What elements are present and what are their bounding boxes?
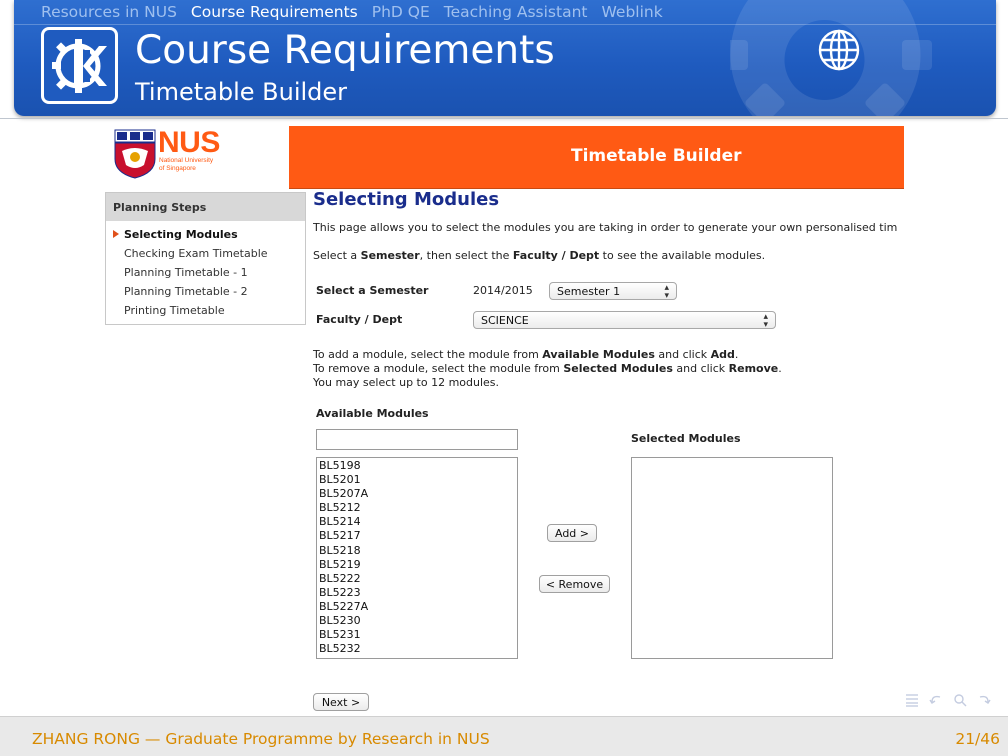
faculty-label: Faculty / Dept <box>316 313 403 326</box>
step-planning-timetable-1[interactable]: Planning Timetable - 1 <box>124 266 248 279</box>
slide-header <box>14 0 996 116</box>
remove-button[interactable]: < Remove <box>539 575 610 593</box>
help-add-available: Available Modules <box>542 348 655 361</box>
help-remove-remove: Remove <box>728 362 779 375</box>
nav-course-requirements[interactable]: Course Requirements <box>190 3 358 21</box>
help-add-add: Add <box>710 348 735 361</box>
list-item[interactable]: BL5198 <box>319 459 361 472</box>
nav-weblink[interactable]: Weblink <box>601 3 663 21</box>
module-filter-input[interactable] <box>316 429 518 450</box>
list-item[interactable]: BL5212 <box>319 501 361 515</box>
help-remove <box>313 362 782 375</box>
help-add-text-1: To add a module, select the module from <box>313 348 543 361</box>
nus-wordmark: NUS <box>158 126 220 159</box>
add-button[interactable]: Add > <box>547 524 597 542</box>
content-heading: Selecting Modules <box>313 189 500 210</box>
beamer-nav-controls <box>905 693 991 707</box>
page-number: 21/46 <box>955 730 1000 748</box>
nus-crest-icon <box>114 129 156 179</box>
current-step-arrow-icon <box>113 230 119 238</box>
slide-footer <box>0 716 1008 756</box>
selected-modules-label: Selected Modules <box>631 432 741 445</box>
instruction-text-2: , then select the <box>419 249 513 262</box>
kde-logo-icon <box>41 27 118 104</box>
semester-label: Select a Semester <box>316 284 429 297</box>
footer-author: ZHANG RONG — Graduate Programme by Research in NUS <box>32 730 490 748</box>
faculty-select[interactable] <box>473 311 776 329</box>
step-checking-exam-timetable[interactable]: Checking Exam Timetable <box>124 247 268 260</box>
instruction-faculty: Faculty / Dept <box>512 249 600 262</box>
list-item[interactable]: BL5214 <box>319 515 361 529</box>
help-remove-text-3: . <box>778 362 782 375</box>
list-item[interactable]: BL5222 <box>319 571 361 585</box>
nav-teaching-assistant[interactable]: Teaching Assistant <box>443 3 588 21</box>
list-item[interactable]: BL5232 <box>319 642 361 656</box>
step-planning-timetable-2[interactable]: Planning Timetable - 2 <box>124 285 248 298</box>
available-modules-label: Available Modules <box>316 407 429 420</box>
instruction-text-1: Select a <box>313 249 361 262</box>
instruction-semester: Semester <box>360 249 420 262</box>
nus-full-name: National University of Singapore <box>159 157 214 172</box>
academic-year: 2014/2015 <box>473 284 533 297</box>
intro-text: This page allows you to select the modules you are taking in order to generate your own personalised tim <box>313 221 898 234</box>
list-item[interactable]: BL5231 <box>319 628 361 642</box>
list-item[interactable]: BL5230 <box>319 614 361 628</box>
list-item[interactable]: BL5219 <box>319 557 361 571</box>
semester-instruction <box>313 249 765 262</box>
slide-title: Course Requirements <box>135 28 555 73</box>
slide-subtitle: Timetable Builder <box>135 78 348 106</box>
faculty-select-value: SCIENCE <box>481 314 529 327</box>
beamer-search-icon[interactable] <box>953 693 967 707</box>
section-nav <box>41 3 663 21</box>
next-button[interactable]: Next > <box>313 693 369 711</box>
globe-icon <box>817 28 861 72</box>
list-item[interactable]: BL5217 <box>319 529 361 543</box>
beamer-back-icon[interactable] <box>929 693 943 707</box>
help-limit: You may select up to 12 modules. <box>313 376 500 389</box>
nus-logo[interactable] <box>103 126 289 189</box>
step-selecting-modules[interactable]: Selecting Modules <box>124 228 238 241</box>
help-remove-text-2: and click <box>672 362 729 375</box>
nav-phd-qe[interactable]: PhD QE <box>371 3 430 21</box>
available-modules-list[interactable] <box>316 457 518 659</box>
list-item[interactable]: BL5218 <box>319 543 361 557</box>
step-printing-timetable[interactable]: Printing Timetable <box>124 304 225 317</box>
list-item[interactable]: BL5227A <box>319 599 369 613</box>
instruction-text-3: to see the available modules. <box>599 249 766 262</box>
list-item[interactable]: BL5207A <box>319 487 369 501</box>
semester-select[interactable] <box>549 282 677 300</box>
select-updown-icon: ▴ ▾ <box>664 283 669 301</box>
beamer-frame-nav-icon[interactable] <box>905 693 919 707</box>
help-add <box>313 348 738 361</box>
help-remove-selected: Selected Modules <box>563 362 673 375</box>
nav-resources-in-nus[interactable]: Resources in NUS <box>41 3 177 21</box>
nus-banner <box>103 126 904 189</box>
planning-steps-panel <box>105 192 306 325</box>
list-item[interactable]: BL5201 <box>319 473 361 487</box>
help-add-text-2: and click <box>654 348 711 361</box>
header-underline <box>0 118 1008 119</box>
select-updown-icon: ▴ ▾ <box>763 312 768 330</box>
help-remove-text-1: To remove a module, select the module from <box>313 362 564 375</box>
selected-modules-list[interactable] <box>631 457 833 659</box>
list-item[interactable]: BL5223 <box>319 585 361 599</box>
banner-title: Timetable Builder <box>571 146 742 166</box>
beamer-forward-icon[interactable] <box>977 693 991 707</box>
help-add-text-3: . <box>734 348 739 361</box>
semester-select-value: Semester 1 <box>557 285 621 298</box>
planning-steps-title: Planning Steps <box>106 193 305 221</box>
